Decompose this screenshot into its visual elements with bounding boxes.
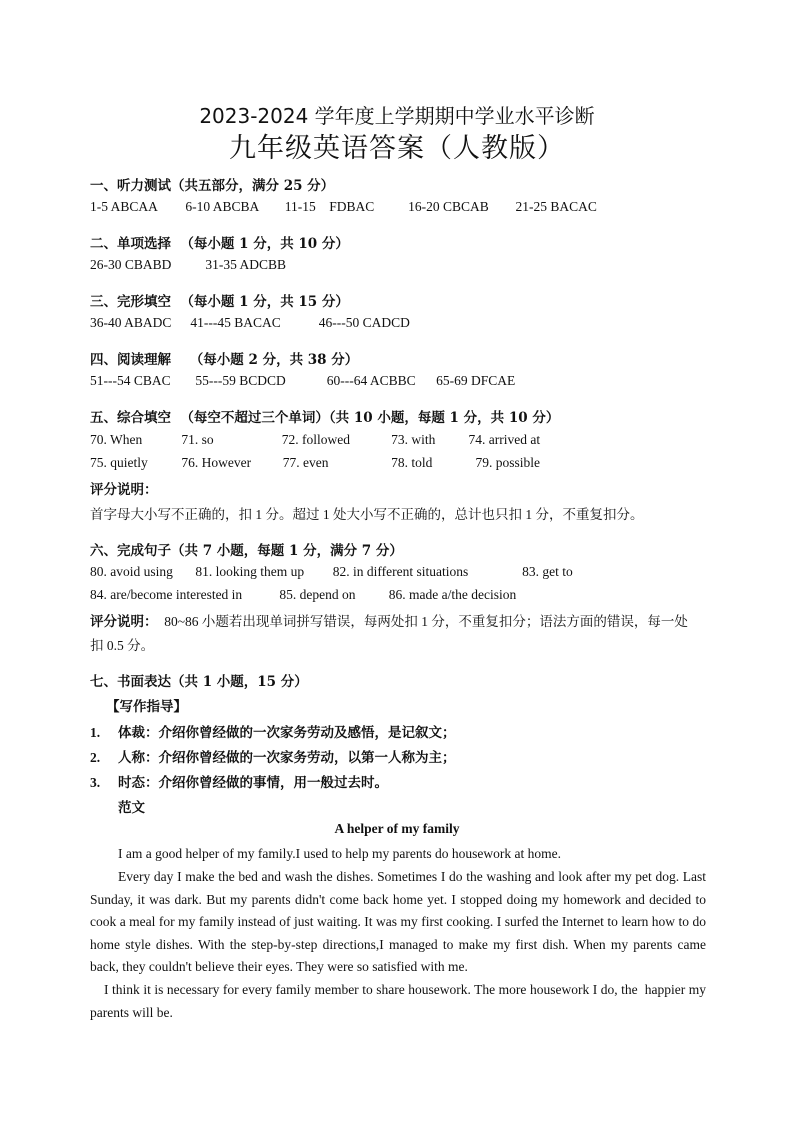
essay-paragraph-2: Every day I make the bed and wash the dishes. Sometimes I do the washing and look after my pet dog. Last Sunday, it was dark. But my parents didn't come back home yet. I stopped doing my homework and decided to cook a meal for my family instead of just waiting. It was my first cooking. I surfed the Internet to learn how to do home style dishes. With the step-by-step directions,I managed to make my first dish. When my parents came back, they couldn't believe their eyes. They were so satisfied with me. [90,869,706,974]
guide-item [90,746,456,766]
essay-paragraph-3: I think it is necessary for every family member to share housework. The more housework I do, the happier my parents will be. [90,982,710,1020]
answer-group: 46---50 CADCD [318,315,410,330]
section-5-note-text: 首字母大小写不正确的，扣 1 分。超过 1 处大小写不正确的，总计也只扣 1 分，不重复扣分。 [90,507,644,522]
guide-item [90,721,456,741]
fill-answer: 70. When [90,432,143,447]
document-title: 2023-2024 学年度上学期期中学业水平诊断 [199,104,595,128]
sentence-answer: 83. get to [522,564,573,579]
fill-answer: 76. However [181,455,252,470]
answer-group: 31-35 ADCBB [205,257,287,272]
sentence-answer: 86. made a/the decision [388,587,517,602]
section-6-note-text-2: 扣 0.5 分。 [90,638,155,653]
section-2-answers [90,257,286,273]
guide-text: 时态：介绍你曾经做的事情，用一般过去时。 [118,775,388,790]
writing-guide-title: 【写作指导】 [106,699,187,715]
answer-group: 41---45 BACAC [190,315,281,330]
fill-answer: 72. followed [281,432,350,447]
section-1-answers [90,199,597,215]
fill-answer: 79. possible [475,455,541,470]
answer-group: 60---64 ACBBC [326,373,416,388]
essay-title: A helper of my family [334,821,460,836]
document-subtitle: 九年级英语答案（人教版） [229,133,565,164]
section-3-answers [90,315,410,331]
guide-text: 体裁：介绍你曾经做的一次家务劳动及感悟，是记叙文； [118,725,456,740]
guide-text: 人称：介绍你曾经做的一次家务劳动，以第一人称为主； [118,750,456,765]
answer-group: 6-10 ABCBA [185,199,260,214]
section-4-answers [90,373,515,389]
answer-group: 26-30 CBABD [90,257,172,272]
section-4-heading: 四、阅读理解 （每小题 2 分，共 38 分） [90,352,359,368]
guide-number: 2. [90,750,101,765]
fill-answer: 73. with [391,432,436,447]
answer-group: 51---54 CBAC [90,373,171,388]
section-5-note-label: 评分说明： [90,482,158,498]
answer-group: 36-40 ABADC [90,315,172,330]
sentence-answer: 84. are/become interested in [90,587,243,602]
fill-answer: 77. even [282,455,329,470]
essay-paragraph-1: I am a good helper of my family.I used to help my parents do housework at home. [118,846,562,861]
fill-answer: 74. arrived at [468,432,541,447]
section-5-row-2 [90,455,540,471]
answer-group: 16-20 CBCAB [408,199,489,214]
guide-item [90,771,388,791]
sentence-answer: 85. depend on [279,587,356,602]
sentence-answer: 81. looking them up [195,564,305,579]
answer-group: 21-25 BACAC [515,199,597,214]
section-7-heading: 七、书面表达（共 1 小题，15 分） [90,674,308,690]
section-6-note-label: 评分说明： [90,614,158,630]
fill-answer: 78. told [391,455,433,470]
section-6-row-2 [90,587,516,603]
section-3-heading: 三、完形填空 （每小题 1 分，共 15 分） [90,294,349,310]
sentence-answer: 80. avoid using [90,564,173,579]
section-6-note [90,610,688,630]
answer-group: 1-5 ABCAA [90,199,158,214]
section-6-heading: 六、完成句子（共 7 小题，每题 1 分，满分 7 分） [90,543,403,559]
guide-number: 1. [90,725,101,740]
section-5-heading: 五、综合填空 （每空不超过三个单词）（共 10 小题，每题 1 分，共 10 分） [90,410,560,426]
section-6-row-1 [90,564,573,580]
section-2-heading: 二、单项选择 （每小题 1 分，共 10 分） [90,236,349,252]
section-1-heading: 一、听力测试（共五部分，满分 25 分） [90,178,335,194]
fill-answer: 71. so [181,432,214,447]
answer-group: 65-69 DFCAE [436,373,516,388]
answer-group: 55---59 BCDCD [195,373,286,388]
sentence-answer: 82. in different situations [332,564,469,579]
answer-group: 11-15 FDBAC [284,199,375,214]
fill-answer: 75. quietly [90,455,148,470]
guide-number: 3. [90,775,101,790]
section-6-note-text: 80~86 小题若出现单词拼写错误，每两处扣 1 分，不重复扣分；语法方面的错误，每一处 [157,614,688,629]
sample-essay-label: 范文 [118,800,145,816]
section-5-row-1 [90,432,540,448]
